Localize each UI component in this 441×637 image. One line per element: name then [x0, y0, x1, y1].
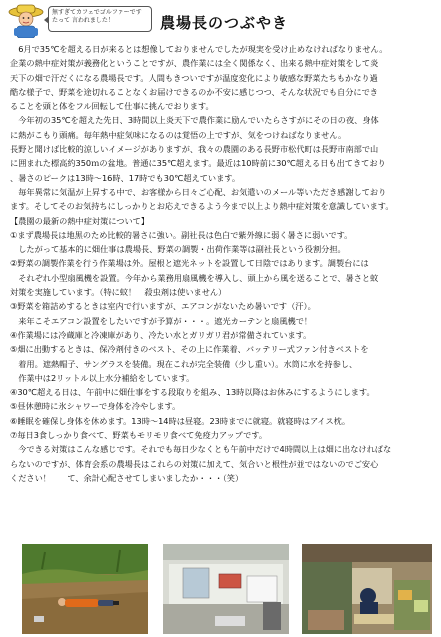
article-line: に囲まれた標高約350ｍの盆地。普通に35℃超えます。最近は10時前に30℃超える日も出てきており [10, 158, 386, 169]
article-line: 今年初の35℃を超えた先日、3時間以上炎天下で農作業に励んでいたらさすがにその日の夜、身体 [10, 115, 379, 126]
header [0, 0, 441, 38]
workshop-photo [163, 544, 289, 634]
article-line: ます。そしてそのお気持ちにしっかりとお応えできるよう今まで以上より熱中症対策を意識しています。 [10, 201, 394, 212]
section-heading: 【農園の最新の熱中症対策について】 [10, 215, 150, 226]
article-body [10, 42, 435, 485]
photo-strip [0, 540, 441, 637]
packing-room-photo [302, 544, 432, 634]
article-line: ⑦毎日3食しっかり食べて、野菜もモリモリ食べて免疫力アップです。 [10, 430, 268, 441]
article-line: らないのですが、体育会系の農場長はこれらの対策に加えて、気合いと根性が並ではないのでご安心 [10, 458, 379, 469]
article-line: 作業中は2リットル以上水分補給をしています。 [10, 372, 195, 383]
article-line: 対策を実施しています。（特に蚊！ 殺虫剤は使いません） [10, 287, 227, 298]
article-line: 天下の畑で汗だくになる農場長です。人間もきついですが温度変化により敏感な野菜たちもかなり過 [10, 72, 378, 83]
article-line: 、暑さのピークは13時～16時、17時でも30℃超えています。 [10, 172, 241, 183]
article-line: 6月で35℃を超える日が来るとは想像しておりませんでしたが現実を受け止めなければなりません。 [10, 44, 388, 54]
article-line: 企業の熱中症対策が義務化ということですが、農作業には全く関係なく、出来る熱中症対策をして炎 [10, 58, 379, 69]
article-line: 着用。遮熱帽子、サングラスを装備。現在これが完全装備（少し重い）。水筒に水を持参し、 [10, 358, 358, 369]
article-line: ⑥睡眠を確保し身体を休めます。13時～14時は昼寝。23時までに就寝。就寝時はアイス枕。 [10, 415, 351, 426]
speech-bubble: 無すぎてカフェでゴルファーです たって 言われました！ [48, 6, 152, 32]
field-photo [22, 544, 148, 634]
article-line: 酷な様子で、野菜を途切れることなくお届けできるのか不安に感じつつ、そんな状況でも自分にでき [10, 86, 378, 97]
article-line: したがって基本的に畑仕事は農場長、野菜の調製・出荷作業等は副社長という役割分担。 [10, 244, 346, 255]
article-line: ⑤昼休憩時に氷シャワーで身体を冷やします。 [10, 401, 181, 412]
article-line: ⑤畑に出動するときは、保冷剤付きのベスト、その上に作業着、バッテリー式ファン付きベストを [10, 344, 369, 355]
farmer-mascot-illustration [6, 2, 46, 38]
page-title: 農場長のつぶやき [160, 14, 289, 32]
article-line: 毎年異常に気温が上昇する中で、お客様から日々ご心配、お気遣いのメール等いただき感謝しており [10, 186, 387, 197]
article-line: ①まず農場長は地黒のため比較的暑さに強い。副社長は色白で紫外線に弱く暑さに弱いです。 [10, 229, 353, 240]
article-line: ④30℃超える日は、午前中に畑仕事をする段取りを組み、13時以降はお休みにするようにします。 [10, 387, 375, 398]
article-line: ④作業場には冷蔵庫と冷凍庫があり、冷たい水とガリガリ君が常備されています。 [10, 329, 312, 340]
article-line: 今できる対策はこんな感じです。それでも毎日少なくとも午前中だけで4時間以上は畑に出なければな [10, 444, 392, 455]
article-line: それぞれ小型扇風機を設置。今年から業務用扇風機を導入し、頭上から風を送ることで、暑さと蚊 [10, 272, 379, 283]
article-line: ③野菜を箱詰めするときは室内で行いますが、エアコンがないため暑いです（汗）。 [10, 301, 316, 312]
article-line: ください！ て、余計心配させてしまいましたか・・・（笑） [10, 472, 244, 483]
article-line: 来年こそエアコン設置をしたいですが予算が・・・。遮光カーテンと扇風機で！ [10, 315, 313, 326]
article-line: に熱がこもり頭痛。毎年熱中症気味になるのは覚悟の上ですが、気をつけねばなりません。 [10, 129, 347, 140]
article-line: ②野菜の調製作業を行う作業場は外。屋根と遮光ネットを設置して日陰ではあります。調製台には [10, 258, 369, 269]
article-line: 長野と聞けば比較的涼しいイメージがありますが、我々の農園のある長野市松代町は長野市南部で山 [10, 144, 379, 155]
article-line: ることを頭と体をフル回転して仕事に挑んでおります。 [10, 101, 214, 112]
